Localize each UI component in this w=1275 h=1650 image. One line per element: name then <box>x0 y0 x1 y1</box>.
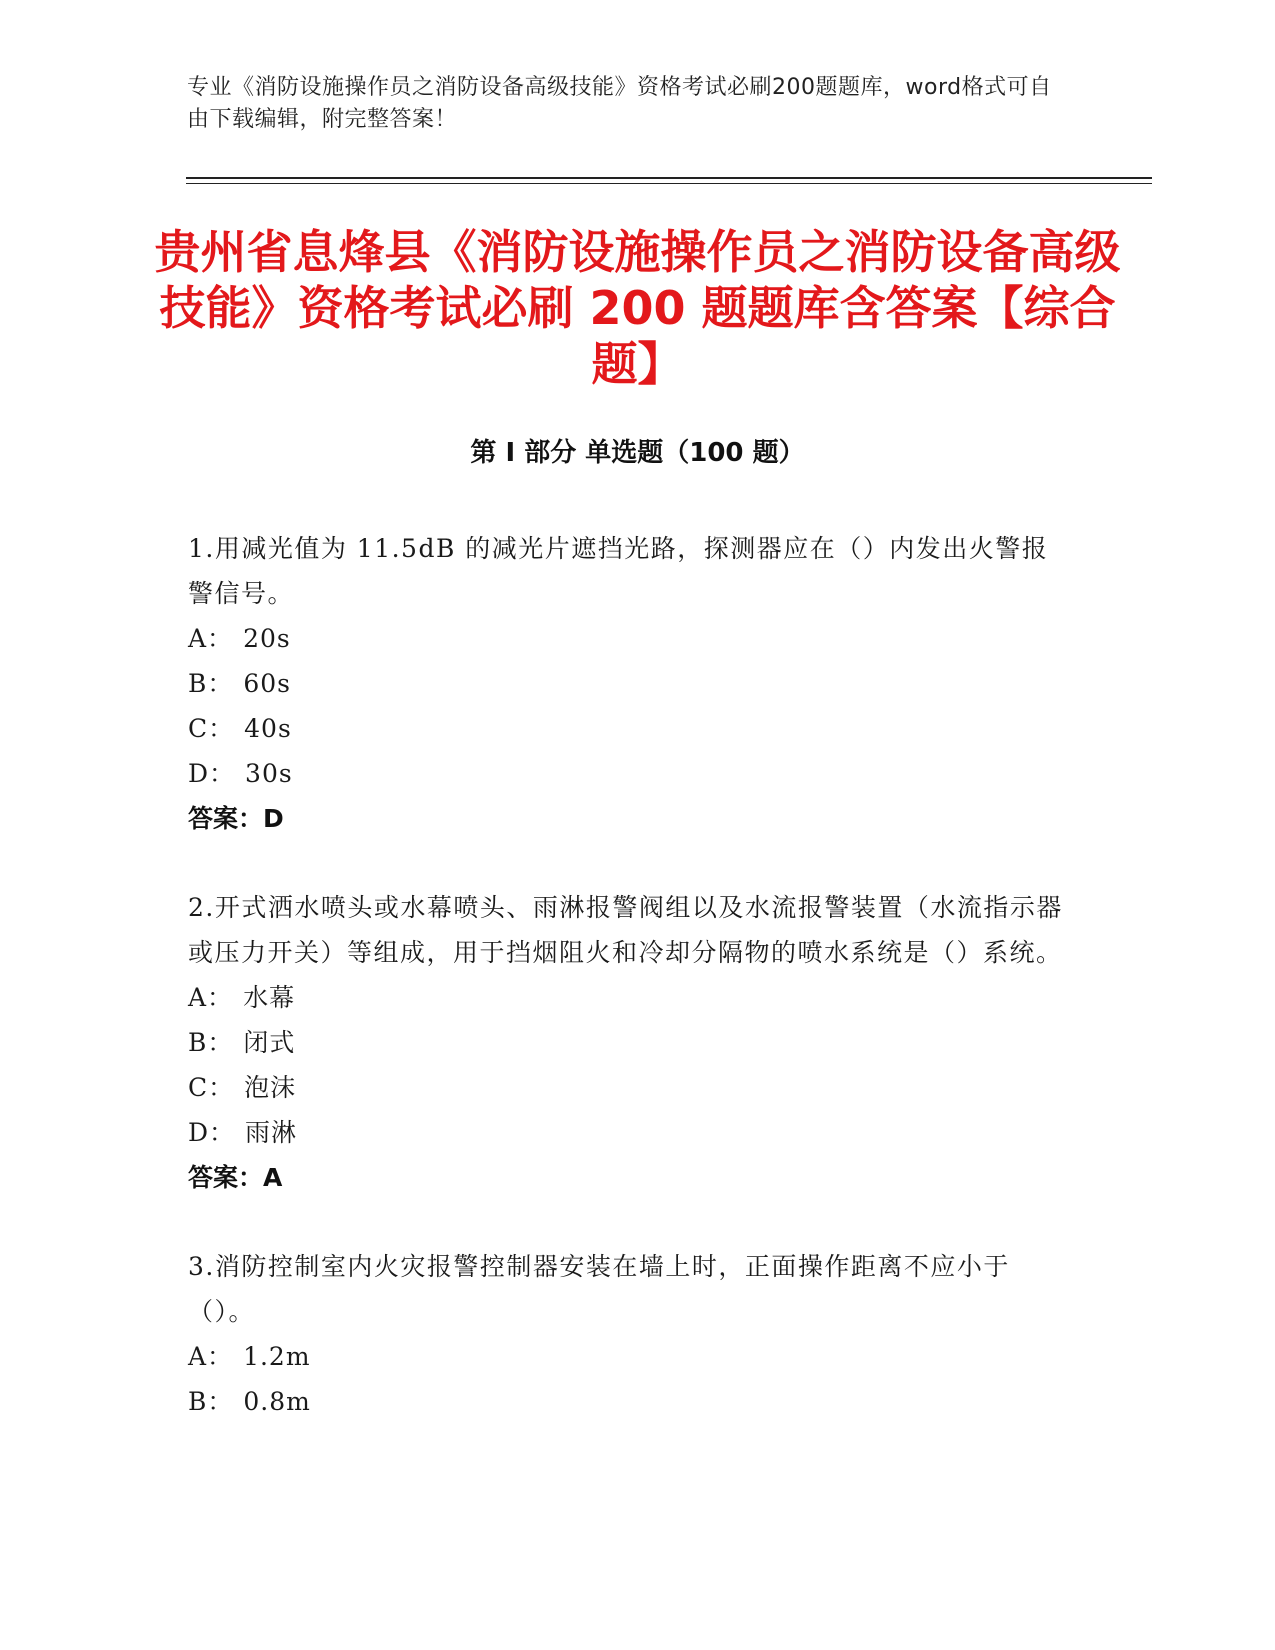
option-text: 30s <box>245 759 293 788</box>
option-letter: B： <box>188 1387 234 1416</box>
option-b <box>188 661 1068 706</box>
option-text: 1.2m <box>243 1342 311 1371</box>
option-b <box>188 1020 1068 1065</box>
header-rule-thin <box>186 183 1152 184</box>
option-a <box>188 1334 1068 1379</box>
option-text: 20s <box>243 624 291 653</box>
header-note: 专业《消防设施操作员之消防设备高级技能》资格考试必刷200题题库，word格式可自由下载编辑，附完整答案！ <box>187 75 1052 132</box>
answer-line: 答案：A <box>188 1163 283 1192</box>
question-stem: 1.用减光值为 11.5dB 的减光片遮挡光路，探测器应在（）内发出火警报警信号。 <box>188 534 1049 608</box>
option-a <box>188 975 1068 1020</box>
answer-line: 答案：D <box>188 804 284 833</box>
option-letter: C： <box>188 714 235 743</box>
option-letter: D： <box>188 759 236 788</box>
option-d <box>188 1110 1068 1155</box>
option-letter: A： <box>188 1342 234 1371</box>
option-letter: C： <box>188 1073 235 1102</box>
option-letter: A： <box>188 624 234 653</box>
question-3 <box>188 1244 1068 1424</box>
option-c <box>188 1065 1068 1110</box>
option-d <box>188 751 1068 796</box>
option-b <box>188 1379 1068 1424</box>
option-text: 40s <box>244 714 292 743</box>
question-stem: 3.消防控制室内火灾报警控制器安装在墙上时，正面操作距离不应小于（）。 <box>188 1252 1010 1326</box>
question-stem: 2.开式洒水喷头或水幕喷头、雨淋报警阀组以及水流报警装置（水流指示器或压力开关）等组成，用于挡烟阻火和冷却分隔物的喷水系统是（）系统。 <box>188 893 1063 967</box>
question-2 <box>188 885 1068 1200</box>
option-text: 60s <box>243 669 292 698</box>
option-text: 雨淋 <box>245 1118 298 1147</box>
option-text: 水幕 <box>243 983 296 1012</box>
option-text: 闭式 <box>243 1028 296 1057</box>
document-title: 贵州省息烽县《消防设施操作员之消防设备高级技能》资格考试必刷 200 题题库含答案【综合题】 <box>154 225 1121 391</box>
question-list <box>188 526 1068 1468</box>
option-text: 0.8m <box>243 1387 311 1416</box>
header-rule-thick <box>186 177 1152 179</box>
section-heading: 第 I 部分 单选题（100 题） <box>470 438 805 468</box>
option-letter: D： <box>188 1118 236 1147</box>
option-a <box>188 616 1068 661</box>
option-letter: B： <box>188 669 234 698</box>
option-text: 泡沫 <box>244 1073 297 1102</box>
option-c <box>188 706 1068 751</box>
option-letter: B： <box>188 1028 234 1057</box>
option-letter: A： <box>188 983 234 1012</box>
question-1 <box>188 526 1068 841</box>
